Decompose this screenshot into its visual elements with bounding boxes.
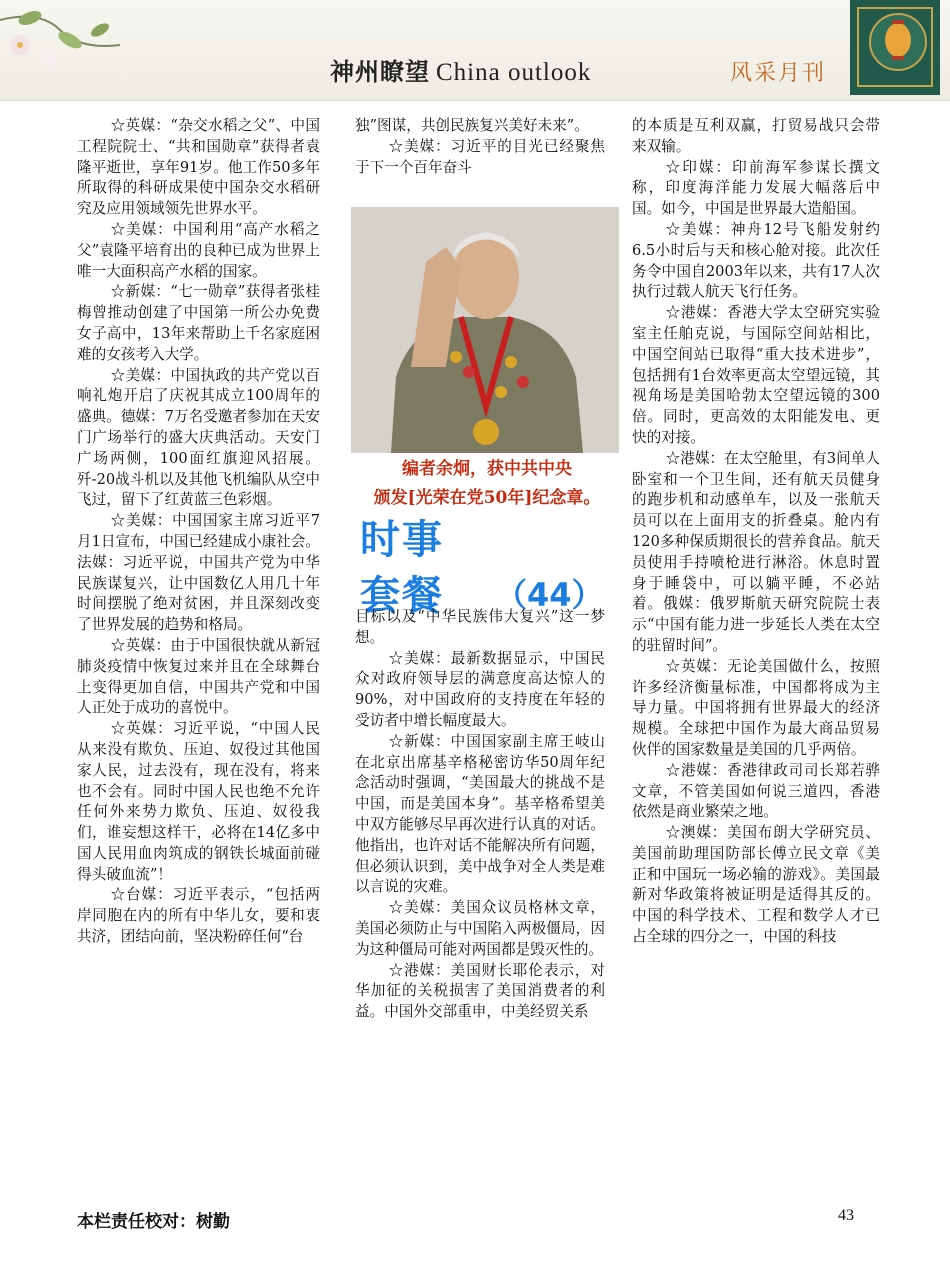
caption-line-2: 颁发[光荣在党50年]纪念章。 — [373, 488, 601, 508]
paragraph: 目标以及“中华民族伟大复兴”这一梦想。 — [355, 608, 605, 646]
paragraph: ☆港媒：香港律政司司长郑若骅文章，不管美国如何说三道四，香港依然是商业繁荣之地。 — [632, 761, 880, 821]
paragraph: ☆澳媒：美国布朗大学研究员、美国前助理国防部长傅立民文章《美正和中国玩一场必输的游戏》。美国最新对华政策将被证明是适得其反的。中国的科学技术、工程和数学人才已占全球的四分之一，中国的科技 — [632, 824, 880, 946]
paragraph: ☆印媒：印前海军参谋长撰文称，印度海洋能力发展大幅落后中国。如今，中国是世界最大造船国。 — [632, 158, 880, 218]
paragraph: 的本质是互利双赢，打贸易战只会带来双输。 — [632, 117, 880, 155]
paragraph: ☆英媒：由于中国很快就从新冠肺炎疫情中恢复过来并且在全球舞台上变得更加自信，中国共产党和中国人正处于成功的喜悦中。 — [77, 636, 320, 717]
magazine-title — [330, 52, 591, 87]
portrait-photo — [351, 207, 619, 453]
text-column-2-bottom — [355, 607, 605, 1023]
magazine-title-cn: 神州瞭望 — [330, 58, 430, 86]
paragraph: ☆港媒：在太空舱里，有3间单人卧室和一个卫生间，还有航天员健身的跑步机和动感单车，以及一张航天员可以在上面用支的折叠桌。舱内有120多种保质期很长的营养食品。航天员使用手持喷枪进行淋浴。休息时置身于睡袋中，可以躺平睡，不必站着。俄媒：俄罗斯航天研究院院士表示“中国有能力进一步延长人类在太空的驻留时间”。 — [632, 449, 880, 654]
text-column-2-top — [355, 116, 605, 178]
paragraph: ☆港媒：美国财长耶伦表示，对华加征的关税损害了美国消费者的利益。中国外交部重申，中美经贸关系 — [355, 961, 605, 1021]
paragraph: ☆美媒：习近平的目光已经聚焦于下一个百年奋斗 — [355, 137, 605, 176]
column-name: 风采月刊 — [730, 61, 827, 86]
article-title-line-2: 套餐 — [360, 573, 444, 619]
paragraph: ☆英媒：无论美国做什么，按照许多经济衡量标准，中国都将成为主导力量。中国将拥有世界最大的经济规模。全球把中国作为最大商品贸易伙伴的国家数量是美国的几乎两倍。 — [632, 657, 880, 758]
article-title-line-1: 时事 — [360, 517, 444, 563]
caption-line-1: 编者余炯，获中共中央 — [402, 459, 572, 479]
paragraph: ☆美媒：最新数据显示，中国民众对政府领导层的满意度高达惊人的90%，对中国政府的支持度在年轻的受访者中增长幅度最大。 — [355, 649, 605, 729]
paragraph: 独”图谋，共创民族复兴美好未来”。 — [355, 117, 589, 134]
issue-number: （44） — [495, 576, 604, 614]
saluting-veteran-image — [351, 207, 619, 453]
paragraph: ☆美媒：中国国家主席习近平7月1日宣布，中国已经建成小康社会。法媒：习近平说，中国共产党为中华民族谋复兴，让中国数亿人用几十年时间摆脱了绝对贫困，并且深刻改变了世界发展的趋势和格局。 — [77, 512, 320, 634]
paragraph: ☆台媒：习近平表示，“包括两岸同胞在内的所有中华儿女，要和衷共济，团结向前，坚决粉碎任何“台 — [77, 886, 320, 946]
paragraph: ☆英媒：“杂交水稻之父”、中国工程院院士、“共和国勋章”获得者袁隆平逝世，享年91岁。他工作50多年所取得的科研成果使中国杂交水稻研究及应用领域领先世界水平。 — [77, 117, 320, 218]
text-column-3 — [632, 116, 880, 948]
page-header — [0, 0, 950, 101]
text-column-1 — [77, 116, 320, 948]
lantern-ornament-icon — [830, 0, 940, 95]
paragraph: ☆新媒：中国国家副主席王岐山在北京出席基辛格秘密访华50周年纪念活动时强调，“美国最大的挑战不是中国，而是美国本身”。基辛格希望美中双方能够尽早再次进行认真的对话。他指出，也许对话不能解决所有问题，但必须认识到，美中战争对全人类是难以言说的灾难。 — [355, 732, 605, 896]
paragraph: ☆港媒：香港大学太空研究实验室主任舶克说，与国际空间站相比，中国空间站已取得“重大技术进步”，包括拥有1台效率更高太空望远镜，其视角场是美国哈勃太空望远镜的300倍。同时，更高效的太阳能发电、更快的对接。 — [632, 304, 880, 446]
paragraph: ☆英媒：习近平说，“中国人民从来没有欺负、压迫、奴役过其他国家人民，过去没有，现在没有，将来也不会有。同时中国人民也绝不允许任何外来势力欺负、压迫、奴役我们，谁妄想这样干，必将在14亿多中国人民用血肉筑成的钢铁长城面前碰得头破血流”！ — [77, 720, 320, 883]
paragraph: ☆美媒：中国执政的共产党以百响礼炮开启了庆祝其成立100周年的盛典。德媒：7万名受邀者参加在天安门广场举行的盛大庆典活动。天安门广场两侧，100面红旗迎风招展。歼-20战斗机以及其他飞机编队从空中飞过，留下了红黄蓝三色彩烟。 — [77, 366, 320, 509]
paragraph: ☆美媒：神舟12号飞船发射约6.5小时后与天和核心舱对接。此次任务令中国自2003年以来，共有17人次执行过载人航天飞行任务。 — [632, 220, 880, 301]
paragraph: ☆新媒：“七一勋章”获得者张桂梅曾推动创建了中国第一所公办免费女子高中，13年来帮助上千名家庭困难的女孩考入大学。 — [77, 283, 320, 363]
paragraph: ☆美媒：中国利用“高产水稻之父”袁隆平培育出的良种已成为世界上唯一大面积高产水稻的国家。 — [77, 220, 320, 280]
floral-decoration-icon — [0, 0, 130, 80]
proofreader-credit: 本栏责任校对：树勤 — [77, 1212, 230, 1232]
photo-caption — [342, 455, 632, 513]
page-number: 43 — [838, 1207, 854, 1224]
magazine-title-en: China outlook — [436, 59, 592, 86]
paragraph: ☆美媒：美国众议员格林文章，美国必须防止与中国陷入两极僵局，因为这种僵局可能对两国都是毁灭性的。 — [355, 899, 605, 958]
